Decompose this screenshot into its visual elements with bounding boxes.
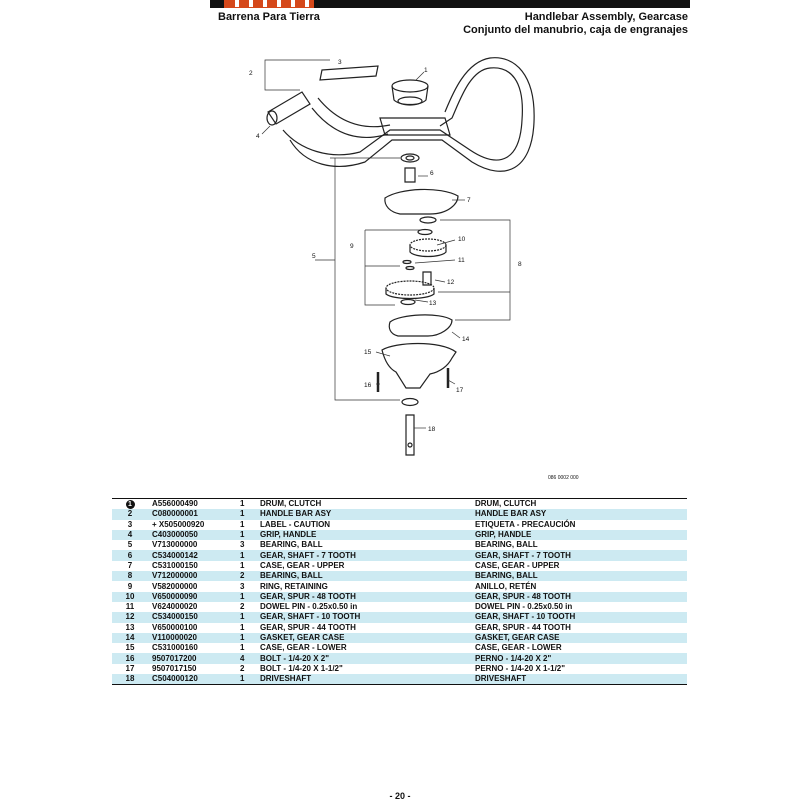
part-number-cell: C531000160 (152, 643, 198, 653)
quantity-cell: 2 (240, 571, 260, 581)
description-spanish-cell: PERNO - 1/4-20 X 2" (475, 653, 687, 663)
part-number-cell: V650000100 (152, 622, 198, 632)
title-spanish: Conjunto del manubrio, caja de engranajes (463, 24, 688, 36)
part-number-cell: V713000000 (152, 540, 198, 550)
description-english-cell: DOWEL PIN - 0.25x0.50 in (260, 602, 358, 612)
brand-logo (110, 0, 210, 8)
table-row (112, 499, 687, 510)
part-number-cell: 9507017200 (148, 653, 240, 663)
handle-grip-shape (268, 92, 310, 124)
description-english-cell: CASE, GEAR - UPPER (260, 560, 345, 570)
bearing-upper-shape (420, 217, 436, 223)
gear-shaft-10-shape (423, 272, 431, 285)
quantity-cell: 1 (240, 592, 260, 602)
quantity-cell: 1 (240, 674, 260, 685)
ref-cell: 18 (112, 674, 148, 685)
ref-cell: 2 (112, 509, 148, 519)
callout-9: 9 (350, 243, 354, 250)
callout-13: 13 (429, 300, 437, 307)
logo-stripes (224, 0, 314, 8)
callout-17: 17 (456, 387, 464, 394)
ref-cell: 14 (112, 633, 148, 643)
ref-cell: 6 (112, 550, 148, 560)
description-english-cell: GEAR, SPUR - 48 TOOTH (260, 592, 475, 602)
table-row (112, 592, 687, 602)
upper-gear-case-shape (385, 189, 458, 214)
table-row (112, 540, 687, 550)
clutch-drum-shape (392, 80, 428, 92)
ref-cell: 3 (127, 519, 133, 529)
description-spanish-cell: ETIQUETA - PRECAUCIÓN (475, 519, 576, 529)
part-number-cell: V650000090 (148, 592, 240, 602)
callout-6: 6 (430, 170, 434, 177)
description-spanish-cell: DOWEL PIN - 0.25x0.50 in (475, 602, 573, 612)
part-number-cell: V582000000 (152, 581, 198, 591)
callout-7: 7 (467, 197, 471, 204)
description-english-cell: BEARING, BALL (260, 540, 323, 550)
quantity-cell: 1 (240, 622, 245, 632)
quantity-cell: 1 (240, 519, 245, 529)
description-english-cell: BOLT - 1/4-20 X 1-1/2" (260, 663, 343, 673)
lower-gear-case-shape (382, 344, 456, 389)
table-row (112, 643, 687, 653)
ref-cell: 11 (125, 602, 135, 612)
callout-10: 10 (458, 236, 466, 243)
description-english-cell: DRIVESHAFT (260, 674, 475, 685)
ref-cell: 13 (125, 622, 135, 632)
part-number-cell: C504000120 (148, 674, 240, 685)
page-title-left: Barrena Para Tierra (218, 11, 320, 23)
description-english-cell: GEAR, SPUR - 44 TOOTH (260, 622, 356, 632)
description-spanish-cell: HANDLE BAR ASY (475, 509, 687, 519)
quantity-cell: 1 (240, 499, 260, 510)
handlebar-clamp (380, 118, 450, 135)
gear-shaft-7-shape (405, 168, 415, 182)
ref-cell (112, 499, 148, 510)
table-row (112, 571, 687, 581)
ref-cell: 8 (112, 571, 148, 581)
quantity-cell: 1 (240, 509, 260, 519)
description-spanish-cell: GRIP, HANDLE (475, 530, 687, 540)
description-english-cell: GEAR, SHAFT - 7 TOOTH (260, 550, 475, 560)
part-number-cell: V712000000 (148, 571, 240, 581)
quantity-cell: 1 (240, 560, 245, 570)
description-english-cell: CASE, GEAR - LOWER (260, 643, 347, 653)
table-row (112, 633, 687, 643)
quantity-cell: 1 (240, 550, 260, 560)
callout-3: 3 (338, 59, 342, 66)
ref-cell: 5 (127, 540, 133, 550)
quantity-cell: 2 (240, 602, 245, 612)
description-spanish-cell: CASE, GEAR - UPPER (475, 560, 560, 570)
ref-cell: 16 (112, 653, 148, 663)
ref-cell: 17 (125, 663, 135, 673)
part-number-cell: C403000050 (148, 530, 240, 540)
description-spanish-cell: DRIVESHAFT (475, 674, 687, 685)
part-number-cell: C531000150 (152, 560, 198, 570)
callout-4: 4 (256, 133, 260, 140)
ref-cell: 10 (112, 592, 148, 602)
description-english-cell: GRIP, HANDLE (260, 530, 475, 540)
callout-2: 2 (249, 70, 253, 77)
description-english-cell: GEAR, SHAFT - 10 TOOTH (260, 612, 475, 622)
quantity-cell: 1 (240, 643, 245, 653)
callout-14: 14 (462, 336, 470, 343)
description-spanish-cell: ANILLO, RETÉN (475, 581, 537, 591)
table-row (112, 602, 687, 612)
table-row (112, 653, 687, 663)
page-number: - 20 - (389, 791, 411, 801)
quantity-cell: 3 (240, 581, 245, 591)
table-row (112, 520, 687, 530)
quantity-cell: 3 (240, 540, 245, 550)
driveshaft-shape (406, 415, 414, 455)
description-spanish-cell: BEARING, BALL (475, 540, 538, 550)
quantity-cell: 1 (240, 612, 260, 622)
description-spanish-cell: GEAR, SHAFT - 10 TOOTH (475, 612, 687, 622)
description-english-cell: DRUM, CLUTCH (260, 499, 475, 510)
spur-gear-48-shape (410, 239, 446, 251)
callout-18: 18 (428, 426, 436, 433)
spur-gear-44-shape (386, 281, 434, 295)
exploded-parts-diagram (200, 40, 600, 480)
caution-label-shape (320, 66, 378, 80)
description-english-cell: GASKET, GEAR CASE (260, 633, 475, 643)
part-number-cell: C534000142 (148, 550, 240, 560)
callout-12: 12 (447, 279, 455, 286)
description-english-cell: BOLT - 1/4-20 X 2" (260, 653, 475, 663)
table-row (112, 550, 687, 560)
description-english-cell: LABEL - CAUTION (260, 519, 331, 529)
quantity-cell: 1 (240, 633, 260, 643)
part-number-cell: C080000001 (148, 509, 240, 519)
description-spanish-cell: BEARING, BALL (475, 571, 687, 581)
part-number-cell: 9507017150 (152, 663, 197, 673)
description-spanish-cell: GEAR, SPUR - 44 TOOTH (475, 622, 571, 632)
callout-11: 11 (458, 257, 465, 264)
callout-8: 8 (518, 261, 522, 268)
description-spanish-cell: DRUM, CLUTCH (475, 499, 687, 510)
table-row (112, 561, 687, 571)
ref-cell: 12 (112, 612, 148, 622)
description-spanish-cell: GASKET, GEAR CASE (475, 633, 687, 643)
table-row (112, 530, 687, 540)
part-number-cell: C534000150 (148, 612, 240, 622)
ref-cell: 15 (125, 643, 135, 653)
ref-cell: 9 (127, 581, 133, 591)
description-english-cell: RING, RETAINING (260, 581, 328, 591)
table-row (112, 664, 687, 674)
bearing-top-shape (401, 154, 419, 162)
table-row (112, 509, 687, 519)
ref-badge: 1 (126, 500, 135, 509)
description-english-cell: BEARING, BALL (260, 571, 475, 581)
part-number-cell: V624000020 (152, 602, 198, 612)
description-spanish-cell: GEAR, SPUR - 48 TOOTH (475, 592, 687, 602)
part-number-cell: V110000020 (148, 633, 240, 643)
quantity-cell: 4 (240, 653, 260, 663)
description-spanish-cell: PERNO - 1/4-20 X 1-1/2" (475, 663, 566, 673)
retaining-ring-shape (418, 230, 432, 235)
page-title-right (463, 11, 688, 37)
gear-case-gasket-shape (389, 315, 452, 336)
part-number-cell: + X505000920 (152, 519, 205, 529)
table-row (112, 581, 687, 591)
callout-15: 15 (364, 349, 372, 356)
ref-cell: 7 (127, 560, 133, 570)
quantity-cell: 1 (240, 530, 260, 540)
callout-1: 1 (424, 67, 428, 74)
description-spanish-cell: CASE, GEAR - LOWER (475, 643, 562, 653)
description-spanish-cell: GEAR, SHAFT - 7 TOOTH (475, 550, 687, 560)
title-english: Handlebar Assembly, Gearcase (524, 11, 688, 23)
ref-cell: 4 (112, 530, 148, 540)
quantity-cell: 2 (240, 663, 245, 673)
description-english-cell: HANDLE BAR ASY (260, 509, 475, 519)
callout-5: 5 (312, 253, 316, 260)
figure-code: 086 0002 000 (548, 475, 579, 480)
part-number-cell: A556000490 (148, 499, 240, 510)
table-row (112, 612, 687, 622)
bearing-bottom-shape (402, 399, 418, 406)
callout-16: 16 (364, 382, 372, 389)
table-row (112, 623, 687, 633)
parts-list-table (112, 498, 687, 685)
handlebar-shape (283, 68, 522, 160)
table-row (112, 674, 687, 685)
